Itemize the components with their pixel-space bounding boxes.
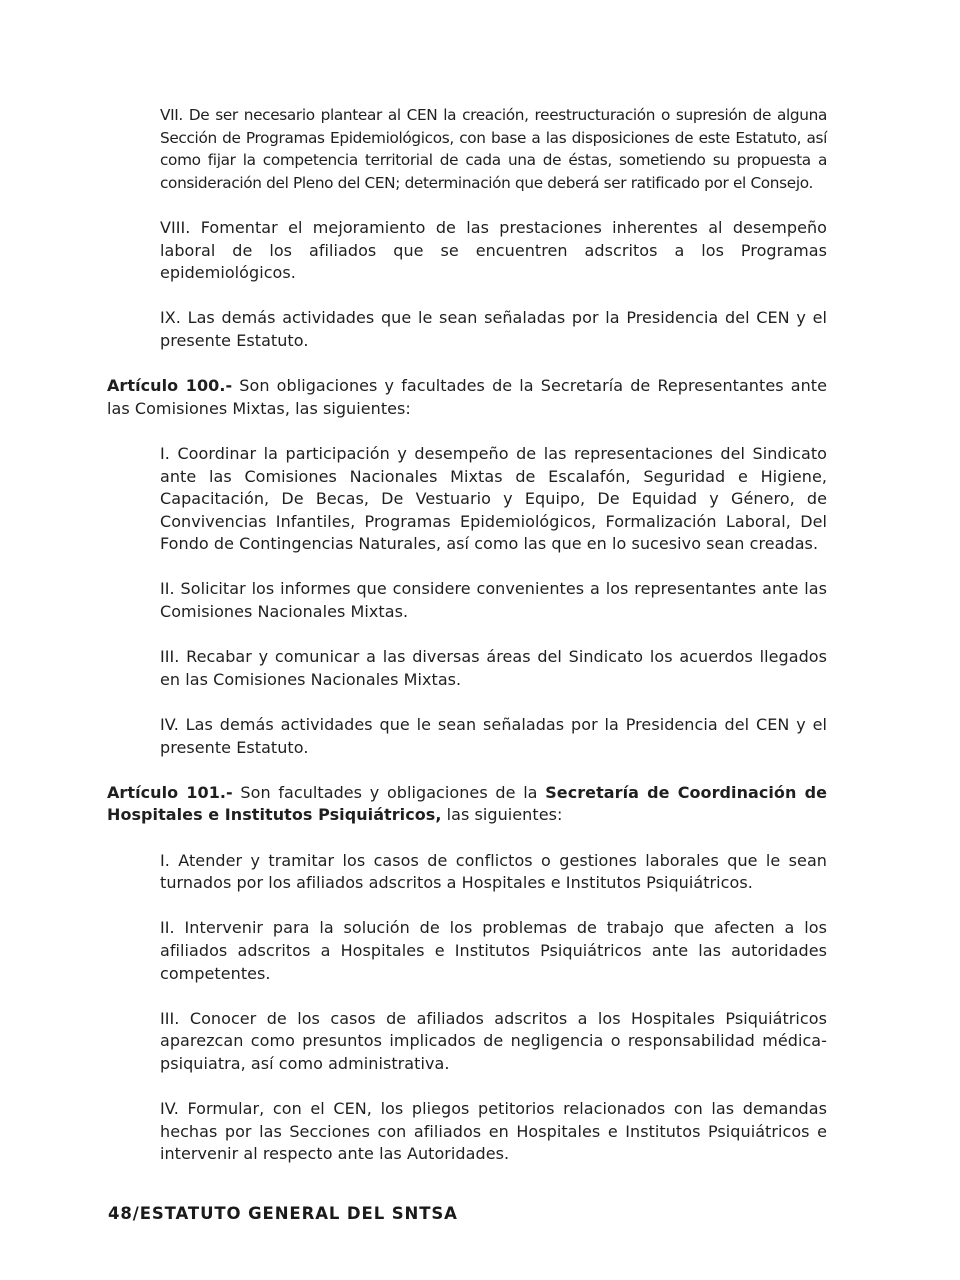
art101-item-iii: III. Conocer de los casos de afiliados adscritos a los Hospitales Psiquiátricos aparezcan como presuntos implicados de negligencia o responsabilidad médica-psiquiatra, así como administrativa.: [160, 1008, 827, 1073]
spacer: [107, 285, 827, 308]
document-page: [107, 104, 827, 1166]
art101-item-ii: II. Intervenir para la solución de los problemas de trabajo que afecten a los afiliados adscritos a Hospitales e Institutos Psiquiátricos ante las autoridades competentes.: [160, 918, 827, 983]
spacer: [107, 827, 827, 850]
article-101-paragraph: [107, 782, 827, 827]
spacer: [107, 194, 827, 217]
article-100-heading: Artículo 100.-: [107, 376, 233, 396]
art101-item-i: I. Atender y tramitar los casos de conflictos o gestiones laborales que le sean turnados por los afiliados adscritos a Hospitales e Institutos Psiquiátricos.: [160, 850, 827, 893]
footer-title: ESTATUTO GENERAL DEL SNTSA: [139, 1204, 458, 1223]
art101-item-iv: IV. Formular, con el CEN, los pliegos petitorios relacionados con las demandas hechas por las Secciones con afiliados en Hospitales e Institutos Psiquiátricos e intervenir al respecto ante las Autoridades.: [160, 1099, 827, 1164]
article-101-heading: Artículo 101.-: [107, 782, 233, 802]
spacer: [107, 556, 827, 579]
footer-separator: /: [132, 1204, 140, 1223]
art99-item-ix: IX. Las demás actividades que le sean señaladas por la Presidencia del CEN y el presente Estatuto.: [160, 308, 827, 350]
spacer: [107, 691, 827, 714]
art99-item-vii: VII. De ser necesario plantear al CEN la creación, reestructuración o supresión de alguna Sección de Programas Epidemiológicos, con base a las disposiciones de este Estatuto, así como fijar la competencia territorial de cada una de éstas, sometiendo su propuesta a consideración del Pleno del CEN; determinación que deberá ser ratificado por el Consejo.: [160, 106, 827, 192]
page-number: 48: [108, 1204, 133, 1223]
article-100-paragraph: [107, 375, 827, 420]
article-100-text: Son obligaciones y facultades de la Secretaría de Representantes ante las Comisiones Mixtas, las siguientes:: [107, 376, 827, 418]
page-footer: [108, 1204, 458, 1223]
article-101-text-after: las siguientes:: [441, 805, 563, 825]
art100-item-iii: III. Recabar y comunicar a las diversas áreas del Sindicato los acuerdos llegados en las Comisiones Nacionales Mixtas.: [160, 647, 827, 689]
spacer: [107, 1076, 827, 1099]
art100-item-iv: IV. Las demás actividades que le sean señaladas por la Presidencia del CEN y el presente Estatuto.: [160, 715, 827, 757]
spacer: [107, 420, 827, 443]
art99-item-viii: VIII. Fomentar el mejoramiento de las prestaciones inherentes al desempeño laboral de los afiliados que se encuentren adscritos a los Programas epidemiológicos.: [160, 217, 827, 283]
spacer: [107, 985, 827, 1008]
spacer: [107, 624, 827, 647]
spacer: [107, 895, 827, 918]
article-101-entity: Secretaría de Coordinación de Hospitales e Institutos Psiquiátricos,: [107, 782, 827, 825]
art100-item-i: I. Coordinar la participación y desempeño de las representaciones del Sindicato ante las Comisiones Nacionales Mixtas de Escalafón, Seguridad e Higiene, Capacitación, De Becas, De Vestuario y Equipo, De Equidad y Género, de Convivencias Infantiles, Programas Epidemiológicos, Formalización Laboral, Del Fondo de Contingencias Naturales, así como las que en lo sucesivo sean creadas.: [160, 443, 827, 554]
spacer: [107, 759, 827, 782]
spacer: [107, 353, 827, 376]
art100-item-ii: II. Solicitar los informes que considere convenientes a los representantes ante las Comisiones Nacionales Mixtas.: [160, 579, 827, 622]
article-101-text-before: Son facultades y obligaciones de la: [232, 782, 546, 802]
